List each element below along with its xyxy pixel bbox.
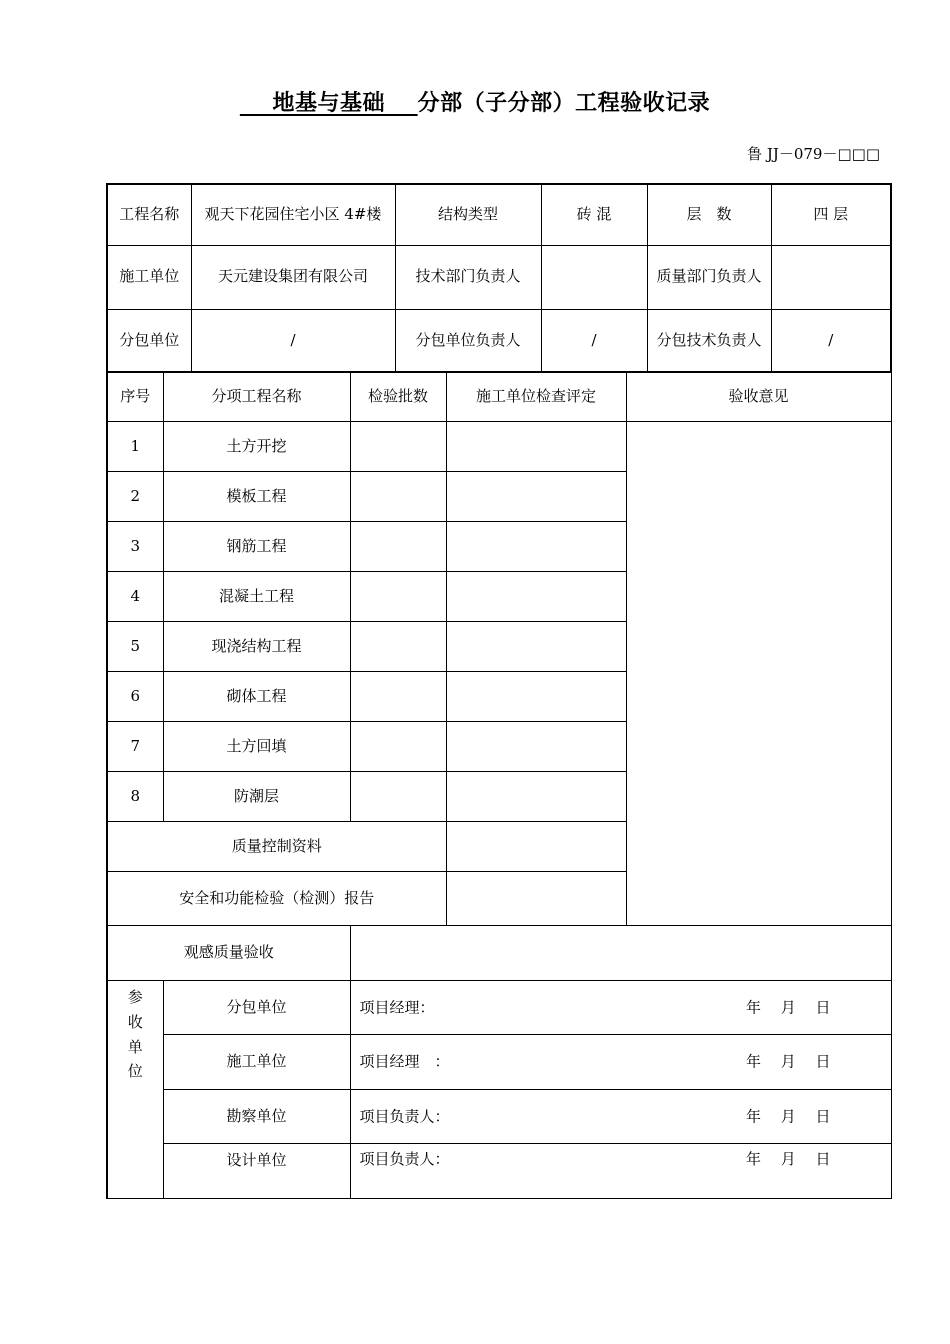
- signer-label: 项目经理：: [359, 997, 435, 1016]
- subcontract-unit-label: 分包单位: [107, 309, 191, 372]
- column-header-name: 分项工程名称: [163, 372, 350, 422]
- row-no: 5: [107, 622, 163, 672]
- title-division-name: 地基与基础: [239, 91, 418, 116]
- structure-type-value: 砖 混: [541, 184, 647, 245]
- structure-type-label: 结构类型: [395, 184, 541, 245]
- row-no: 3: [107, 522, 163, 572]
- row-self-check: [446, 472, 626, 522]
- row-no: 1: [107, 422, 163, 472]
- row-batch-count: [350, 722, 446, 772]
- signature-date: 年 月 日: [745, 1150, 831, 1168]
- construction-unit-value: 天元建设集团有限公司: [191, 245, 395, 309]
- row-item-name: 砌体工程: [163, 672, 350, 722]
- tech-head-label: 技术部门负责人: [395, 245, 541, 309]
- form-code: 鲁 JJ－079－□□□: [747, 145, 880, 163]
- quality-docs-value: [446, 822, 626, 872]
- row-batch-count: [350, 422, 446, 472]
- row-batch-count: [350, 622, 446, 672]
- row-self-check: [446, 722, 626, 772]
- quality-head-label: 质量部门负责人: [647, 245, 771, 309]
- acceptance-unit-name: 勘察单位: [163, 1090, 350, 1144]
- appearance-quality-label: 观感质量验收: [107, 926, 350, 981]
- row-batch-count: [350, 772, 446, 822]
- items-table: [106, 371, 892, 1199]
- subcontract-head-label: 分包单位负责人: [395, 309, 541, 372]
- column-header-no: 序号: [107, 372, 163, 422]
- row-self-check: [446, 672, 626, 722]
- acceptance-unit-name: 施工单位: [163, 1035, 350, 1090]
- signature-date: 年 月 日: [745, 1052, 831, 1071]
- row-self-check: [446, 422, 626, 472]
- signature-date: 年 月 日: [745, 1106, 831, 1125]
- title-text: 分部（子分部）工程验收记录: [417, 91, 711, 116]
- project-name-value: 观天下花园住宅小区 4#楼: [191, 184, 395, 245]
- floors-label: 层 数: [647, 184, 771, 245]
- signature-date: 年 月 日: [745, 997, 831, 1016]
- row-item-name: 土方开挖: [163, 422, 350, 472]
- row-item-name: 土方回填: [163, 722, 350, 772]
- acceptance-unit-name: 分包单位: [163, 981, 350, 1035]
- column-header-acceptance-opinion: 验收意见: [626, 372, 891, 422]
- acceptance-group-text: 参收单位: [127, 988, 143, 1081]
- row-item-name: 模板工程: [163, 472, 350, 522]
- subcontract-tech-value: /: [771, 309, 891, 372]
- row-item-name: 现浇结构工程: [163, 622, 350, 672]
- acceptance-signature-cell: [350, 1144, 891, 1199]
- subcontract-tech-label: 分包技术负责人: [647, 309, 771, 372]
- row-self-check: [446, 572, 626, 622]
- row-batch-count: [350, 472, 446, 522]
- row-batch-count: [350, 572, 446, 622]
- appearance-quality-value: [350, 926, 891, 981]
- row-self-check: [446, 522, 626, 572]
- safety-report-value: [446, 872, 626, 926]
- acceptance-group-label: [107, 981, 163, 1199]
- column-header-batch-count: 检验批数: [350, 372, 446, 422]
- quality-head-value: [771, 245, 891, 309]
- row-item-name: 混凝土工程: [163, 572, 350, 622]
- row-batch-count: [350, 672, 446, 722]
- document-title: [0, 86, 950, 117]
- row-self-check: [446, 772, 626, 822]
- subcontract-unit-value: /: [191, 309, 395, 372]
- row-batch-count: [350, 522, 446, 572]
- acceptance-signature-cell: [350, 981, 891, 1035]
- row-no: 6: [107, 672, 163, 722]
- row-self-check: [446, 622, 626, 672]
- subcontract-head-value: /: [541, 309, 647, 372]
- acceptance-opinion-cell: [626, 422, 891, 926]
- signer-label: 项目负责人：: [359, 1150, 450, 1168]
- construction-unit-label: 施工单位: [107, 245, 191, 309]
- quality-docs-label: 质量控制资料: [107, 822, 446, 872]
- row-no: 7: [107, 722, 163, 772]
- row-item-name: 钢筋工程: [163, 522, 350, 572]
- row-no: 2: [107, 472, 163, 522]
- project-info-table: [106, 183, 892, 373]
- project-name-label: 工程名称: [107, 184, 191, 245]
- acceptance-signature-cell: [350, 1090, 891, 1144]
- acceptance-signature-cell: [350, 1035, 891, 1090]
- acceptance-unit-name: 设计单位: [163, 1144, 350, 1199]
- column-header-self-check: 施工单位检查评定: [446, 372, 626, 422]
- floors-value: 四 层: [771, 184, 891, 245]
- signer-label: 项目负责人：: [359, 1106, 450, 1125]
- tech-head-value: [541, 245, 647, 309]
- safety-report-label: 安全和功能检验（检测）报告: [107, 872, 446, 926]
- row-no: 4: [107, 572, 163, 622]
- signer-label: 项目经理 ：: [359, 1052, 450, 1071]
- row-item-name: 防潮层: [163, 772, 350, 822]
- row-no: 8: [107, 772, 163, 822]
